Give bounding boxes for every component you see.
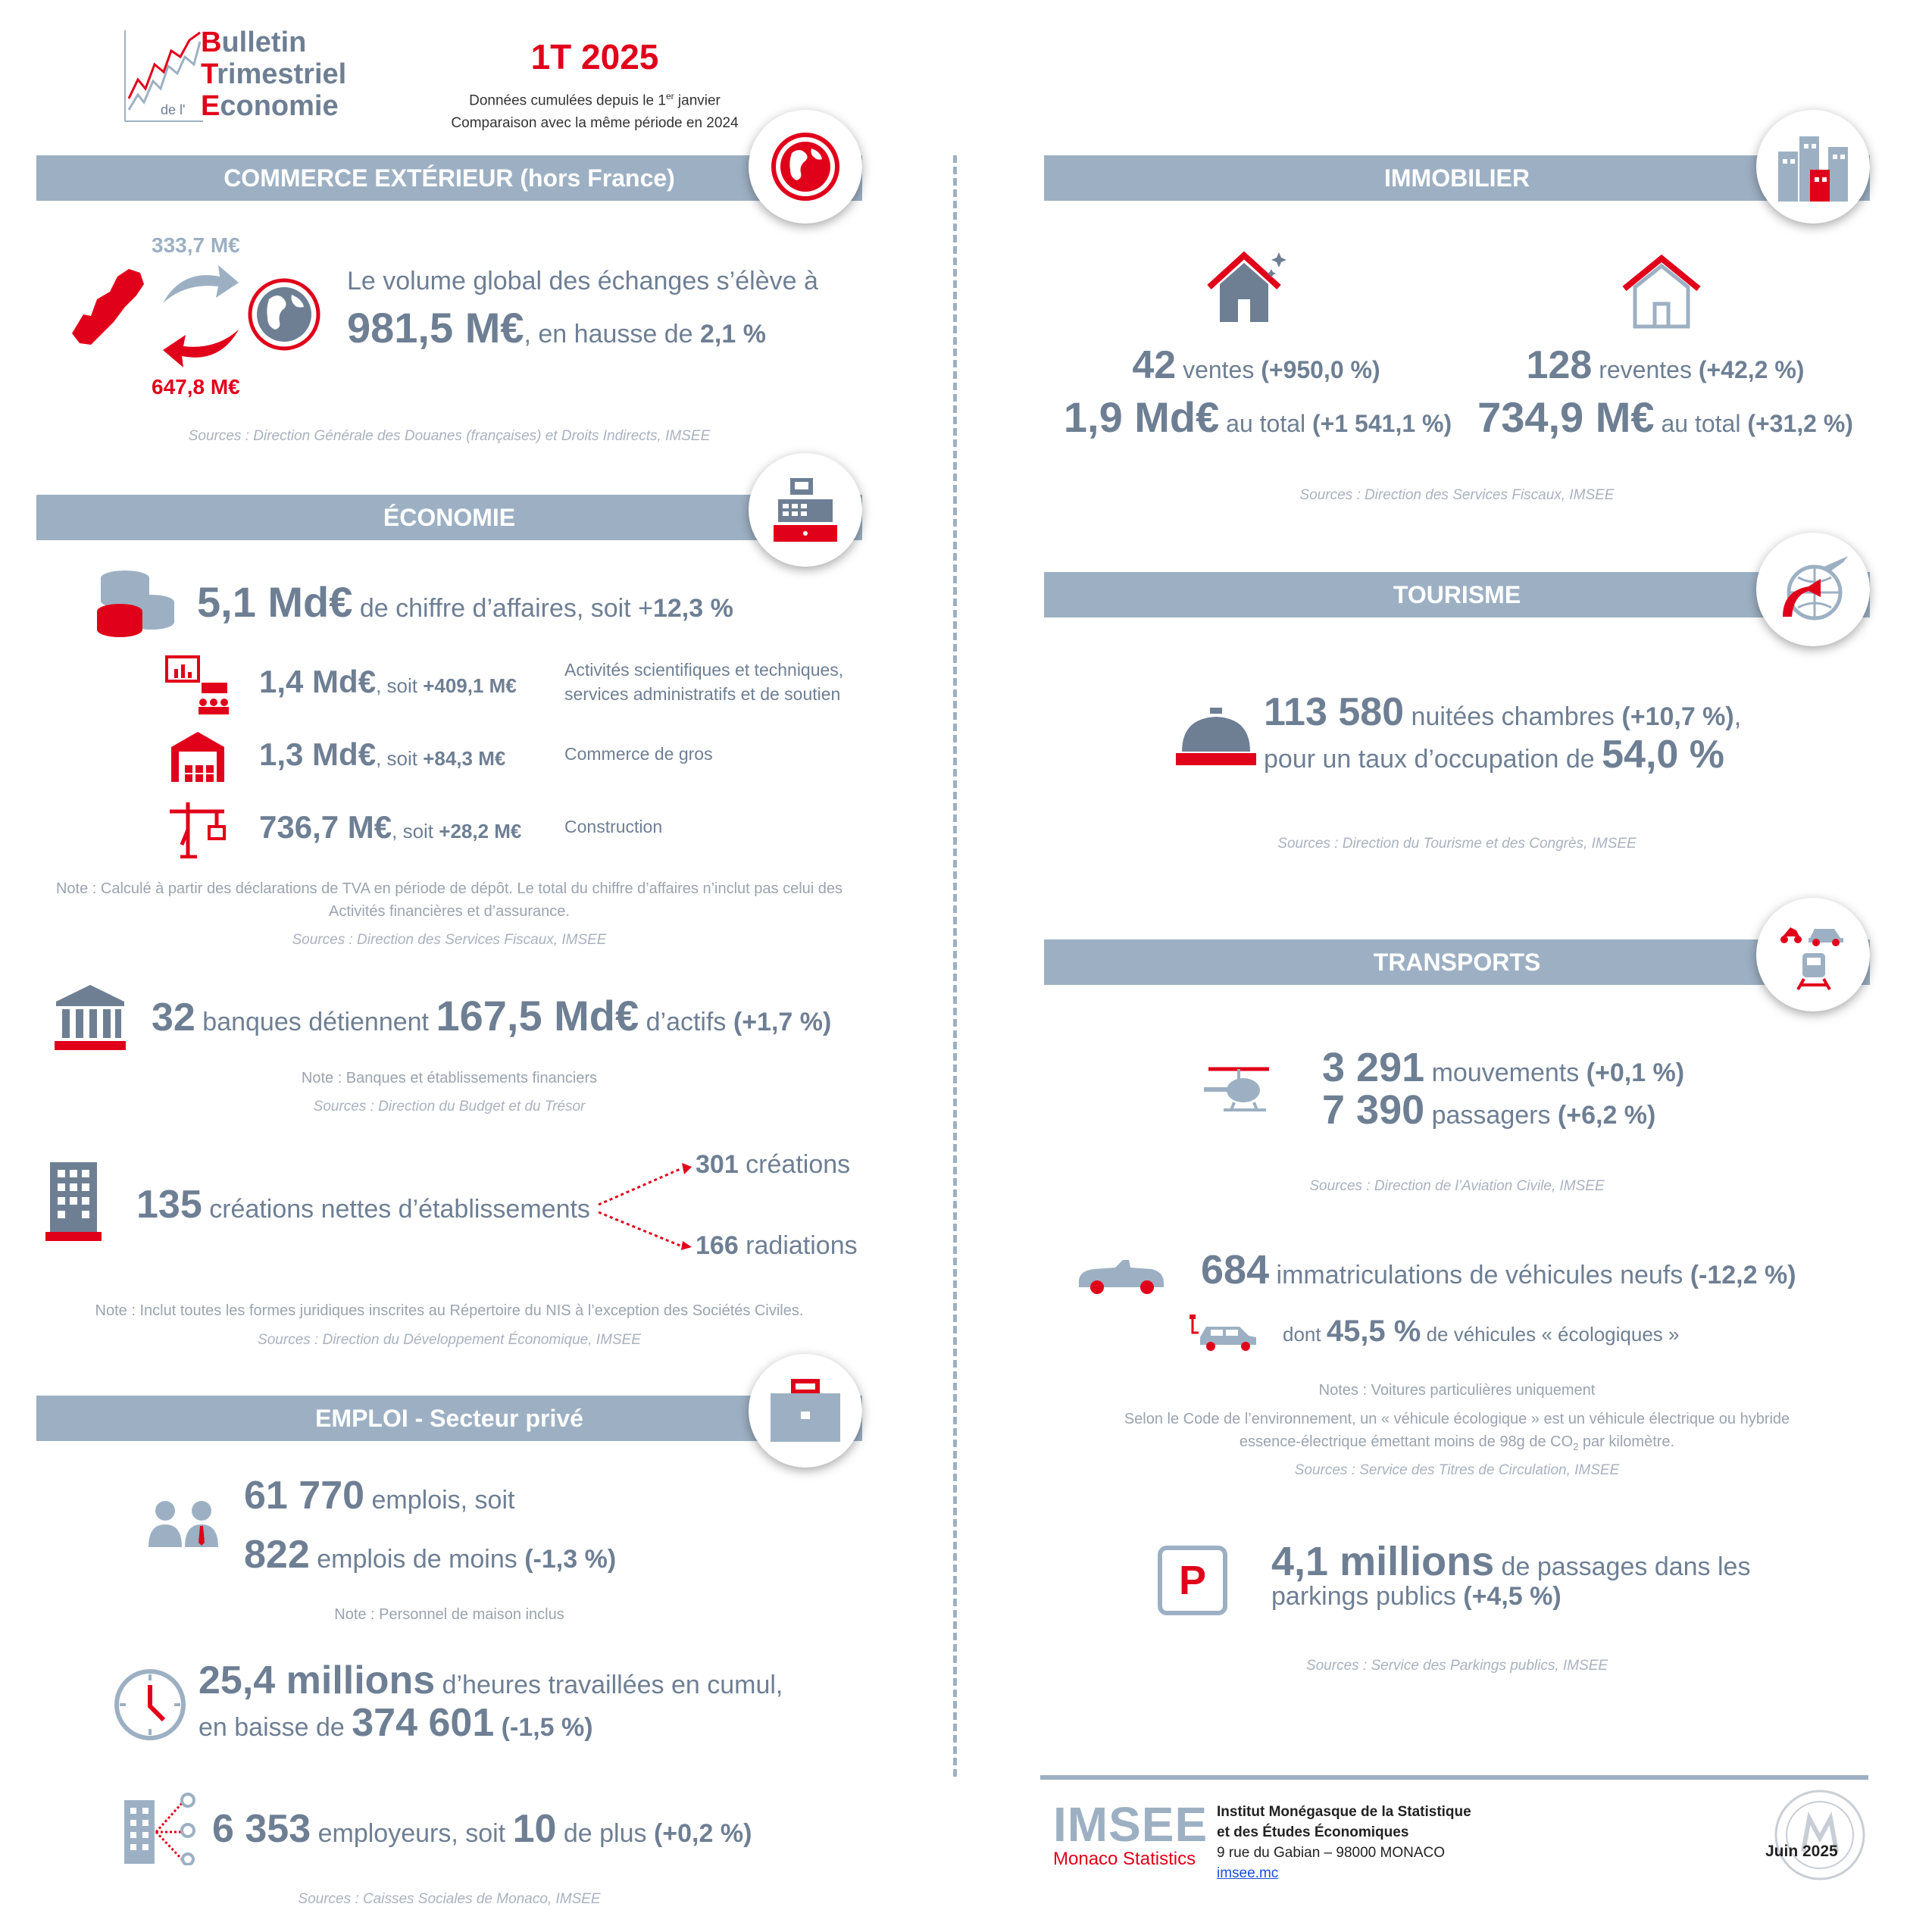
tourisme-badge [1756, 533, 1870, 646]
institute-info: Institut Monégasque de la Statistique et des Études Économiques 9 rue du Gabian – 98000 MONACO imsee.mc [1217, 1802, 1471, 1884]
travel-globe-icon [1775, 552, 1851, 627]
column-divider [953, 155, 957, 1777]
economie-source2: Sources : Direction du Budget et du Trésor [313, 1099, 586, 1114]
sector-value-2: 1,3 Md€, soit +84,3 M€ [259, 736, 506, 772]
publication-date: Juin 2025 [1765, 1843, 1838, 1860]
logo-word-trimestriel: rimestriel [217, 58, 347, 90]
commerce-header: COMMERCE EXTÉRIEUR (hors France) [36, 155, 862, 201]
immobilier-badge [1756, 110, 1870, 224]
economie-badge [749, 453, 862, 567]
office-building-icon [45, 1159, 102, 1243]
logo-letter-b: B [201, 27, 222, 58]
parking-line2: parkings publics (+4,5 %) [1271, 1582, 1562, 1611]
commerce-source: Sources : Direction Générale des Douanes (françaises) et Droits Indirects, IMSEE [188, 428, 711, 444]
immatriculations-line: 684 immatriculations de véhicules neufs (-12,2 %) [1201, 1247, 1796, 1293]
hours-line: 25,4 millions d’heures travaillées en cumul, [199, 1658, 783, 1702]
globe-icon [769, 130, 842, 203]
electric-car-icon [1188, 1315, 1260, 1352]
hours-drop-line: en baisse de 374 601 (-1,5 %) [199, 1701, 593, 1745]
tourisme-source: Sources : Direction du Tourisme et des Congrès, IMSEE [1277, 836, 1637, 852]
emploi-badge [749, 1354, 862, 1468]
economie-ca-line: 5,1 Md€ de chiffre d’affaires, soit +12,3 % [197, 578, 733, 626]
reventes-line: 128 reventes (+42,2 %) [1526, 343, 1805, 387]
economie-ca-pct: 12,3 % [652, 594, 733, 623]
cash-register-icon [767, 472, 843, 548]
mouvements-line: 3 291 mouvements (+0,1 %) [1322, 1045, 1685, 1090]
briefcase-icon [767, 1377, 843, 1445]
transports-source3: Sources : Service des Parkings publics, IMSEE [1305, 1658, 1608, 1674]
sector-label-2: Commerce de gros [564, 744, 713, 764]
logo-letter-t: T [201, 58, 217, 90]
jobs-line: 61 770 emplois, soit [244, 1474, 515, 1518]
period-title: 1T 2025 [530, 37, 659, 77]
presentation-icon [165, 655, 230, 716]
footer-rule [1040, 1775, 1868, 1780]
economie-source3: Sources : Direction du Développement Économique, IMSEE [258, 1332, 641, 1348]
economie-header: ÉCONOMIE [36, 495, 862, 540]
transports-note1: Notes : Voitures particulières uniquement [1318, 1382, 1596, 1399]
commerce-total: 981,5 M€ [347, 304, 524, 352]
banks-line: 32 banques détiennent 167,5 Md€ d’actifs (+1,7 %) [152, 992, 832, 1039]
imsee-link[interactable]: imsee.mc [1217, 1865, 1279, 1881]
bank-icon [53, 983, 127, 1052]
tourisme-header: TOURISME [1044, 572, 1870, 617]
commerce-line1: Le volume global des échanges s’élève à [347, 267, 818, 295]
transports-source2: Sources : Service des Titres de Circulation, IMSEE [1294, 1462, 1620, 1478]
immobilier-source: Sources : Direction des Services Fiscaux, IMSEE [1299, 487, 1615, 503]
taux-line: pour un taux d’occupation de 54,0 % [1264, 733, 1724, 777]
economie-note2: Note : Banques et établissements financiers [301, 1070, 598, 1086]
immobilier-header: IMMOBILIER [1044, 155, 1870, 201]
transports-header: TRANSPORTS [1044, 939, 1870, 985]
export-arrow-icon [159, 261, 242, 307]
jobs-less-line: 822 emplois de moins (-1,3 %) [244, 1533, 617, 1577]
transports-badge [1756, 898, 1870, 1011]
economie-source1: Sources : Direction des Services Fiscaux, IMSEE [292, 932, 607, 948]
commerce-total-line: 981,5 M€, en hausse de 2,1 % [347, 304, 766, 352]
passagers-line: 7 390 passagers (+6,2 %) [1322, 1087, 1656, 1133]
reception-bell-icon [1174, 705, 1258, 769]
logo-letter-e: E [201, 90, 220, 122]
employers-line: 6 353 employeurs, soit 10 de plus (+0,2 %) [212, 1807, 752, 1851]
creations-line: 301 créations [696, 1150, 851, 1179]
nuitees-line: 113 580 nuitées chambres (+10,7 %), [1264, 690, 1742, 734]
emploi-header: EMPLOI - Secteur privé [36, 1396, 862, 1441]
logo-del: de l' [161, 102, 186, 117]
ventes-total-line: 1,9 Md€ au total (+1 541,1 %) [1063, 393, 1452, 441]
import-arrow-icon [159, 326, 242, 371]
bte-logo [121, 27, 371, 125]
convertible-car-icon [1076, 1254, 1167, 1299]
sector-value-3: 736,7 M€, soit +28,2 M€ [259, 809, 522, 845]
warehouse-icon [168, 729, 227, 783]
world-icon [246, 277, 322, 352]
parking-icon: P [1158, 1546, 1227, 1615]
imsee-logo: IMSEE Monaco Statistics [1053, 1797, 1208, 1869]
parking-line: 4,1 millions de passages dans les [1271, 1539, 1751, 1584]
net-creations-line: 135 créations nettes d’établissements [136, 1183, 590, 1227]
import-value: 647,8 M€ [152, 375, 240, 399]
period-subtitle: Données cumulées depuis le 1er janvier Comparaison avec la même période en 2024 [451, 91, 739, 132]
commerce-pct: 2,1 % [700, 320, 766, 349]
economie-ca-value: 5,1 Md€ [197, 578, 353, 626]
transports-source1: Sources : Direction de l’Aviation Civile, IMSEE [1309, 1178, 1605, 1194]
monaco-statistics-seal-icon [1773, 1788, 1868, 1883]
clock-icon [112, 1667, 188, 1743]
sector-label-1: Activités scientifiques et techniques, services administratifs et de soutien [564, 660, 844, 704]
eco-line: dont 45,5 % de véhicules « écologiques » [1283, 1315, 1680, 1348]
commerce-badge [749, 110, 862, 224]
coins-icon [91, 564, 178, 640]
transports-note2: Selon le Code de l’environnement, un « véhicule écologique » est un véhicule électrique ou hybride [1124, 1411, 1790, 1427]
emploi-source: Sources : Caisses Sociales de Monaco, IMSEE [298, 1891, 601, 1907]
sector-label-3: Construction [564, 817, 663, 836]
sector-value-1: 1,4 Md€, soit +409,1 M€ [259, 664, 517, 699]
reventes-total-line: 734,9 M€ au total (+31,2 %) [1477, 393, 1853, 441]
emploi-note: Note : Personnel de maison inclus [334, 1606, 564, 1623]
export-value: 333,7 M€ [152, 233, 240, 257]
monaco-map-icon [68, 261, 152, 352]
helicopter-icon [1201, 1064, 1277, 1121]
vehicles-icon [1775, 917, 1851, 993]
crane-icon [167, 799, 227, 858]
house-icon [1620, 254, 1703, 330]
transports-note3: essence-électrique émettant moins de 98g de $CO_2$ par kilomètre. [1239, 1433, 1675, 1452]
buildings-icon [1775, 129, 1851, 205]
people-icon [145, 1499, 221, 1549]
ventes-line: 42 ventes (+950,0 %) [1132, 343, 1380, 387]
logo-word-economie: conomie [220, 90, 339, 122]
employers-network-icon [123, 1790, 199, 1865]
split-arrows-icon [595, 1159, 693, 1250]
radiations-line: 166 radiations [696, 1231, 858, 1260]
economie-note1: Note : Calculé à partir des déclarations de TVA en période de dépôt. Le total du chiffre d’affaires n’inclut pas celui des Activités financières et d’assurance. [55, 880, 843, 920]
new-house-icon [1205, 246, 1292, 326]
logo-word-bulletin: ulletin [221, 27, 307, 58]
economie-note3: Note : Inclut toutes les formes juridiques inscrites au Répertoire du NIS à l’exception des Sociétés Civiles. [95, 1302, 804, 1319]
